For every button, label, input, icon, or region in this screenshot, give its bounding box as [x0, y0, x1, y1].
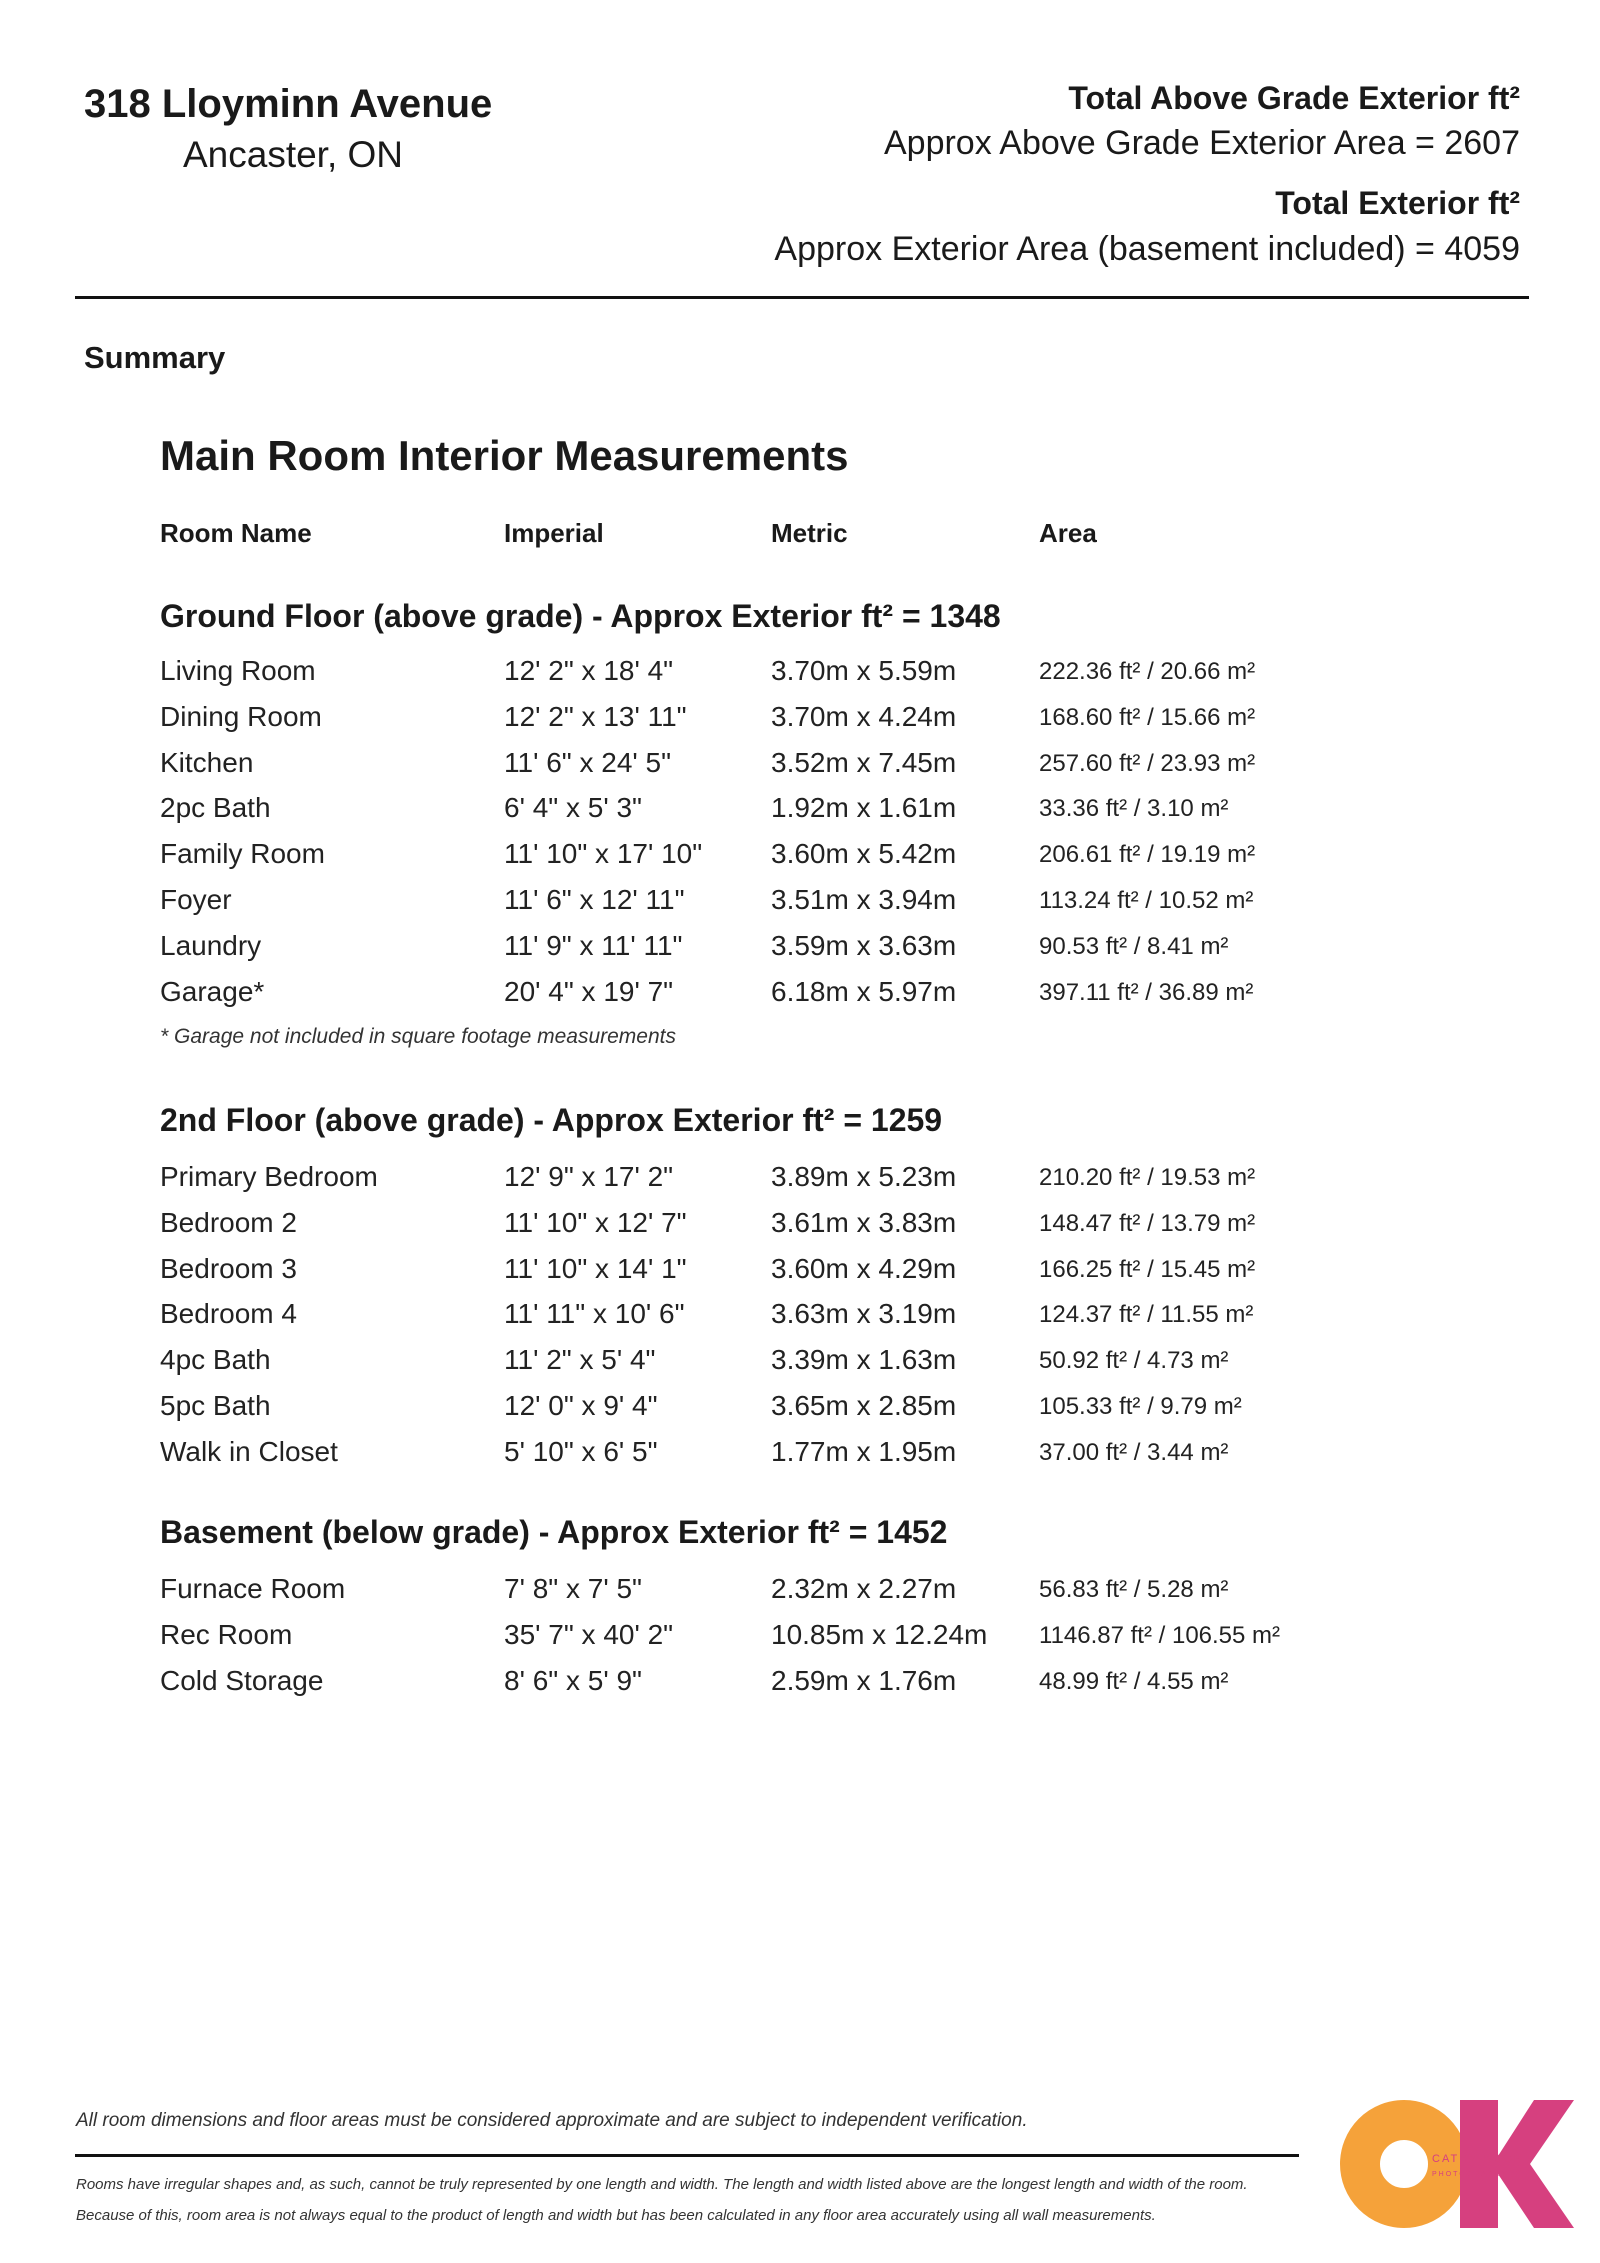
section-title-basement: Basement (below grade) - Approx Exterior ft² = 1452 [160, 1514, 948, 1550]
imperial-cell: 20' 4" x 19' 7" [504, 975, 674, 1007]
total-exterior-area: Approx Exterior Area (basement included) = 4059 [774, 230, 1520, 268]
metric-cell: 3.52m x 7.45m [771, 746, 957, 778]
metric-cell: 3.63m x 3.19m [771, 1298, 957, 1330]
room-name-cell: Bedroom 4 [160, 1298, 297, 1330]
imperial-cell: 11' 2" x 5' 4" [504, 1344, 656, 1376]
column-header-imperial: Imperial [504, 518, 604, 548]
table-row [0, 1344, 1600, 1390]
logo-tagline: PHOTOGRAPHY [1432, 2171, 1509, 2178]
imperial-cell: 8' 6" x 5' 9" [504, 1664, 642, 1696]
metric-cell: 3.59m x 3.63m [771, 929, 957, 961]
garage-note: * Garage not included in square footage measurements [160, 1025, 676, 1048]
section-title-second-floor: 2nd Floor (above grade) - Approx Exterior ft² = 1259 [160, 1102, 943, 1138]
room-name-cell: Laundry [160, 929, 262, 961]
room-name-cell: Walk in Closet [160, 1435, 338, 1467]
area-cell: 397.11 ft² / 36.89 m² [1039, 978, 1254, 1006]
above-grade-title: Total Above Grade Exterior ft² [1068, 80, 1520, 116]
area-cell: 56.83 ft² / 5.28 m² [1039, 1576, 1229, 1603]
footer-divider [75, 2154, 1299, 2157]
imperial-cell: 11' 9" x 11' 11" [504, 929, 683, 961]
metric-cell: 3.61m x 3.83m [771, 1206, 957, 1238]
column-header-area: Area [1039, 518, 1097, 548]
imperial-cell: 12' 0" x 9' 4" [504, 1390, 658, 1421]
metric-cell: 3.60m x 5.42m [771, 838, 957, 870]
table-row [0, 884, 1600, 930]
logo-name: CATHY KOOP [1432, 2153, 1524, 2165]
metric-cell: 3.70m x 4.24m [771, 700, 957, 732]
table-row [0, 1298, 1600, 1344]
metric-cell: 3.89m x 5.23m [771, 1161, 957, 1192]
imperial-cell: 5' 10" x 6' 5" [504, 1435, 658, 1467]
room-name-cell: Bedroom 2 [160, 1206, 297, 1238]
table-row [0, 1207, 1600, 1253]
area-cell: 148.47 ft² / 13.79 m² [1039, 1209, 1256, 1237]
imperial-cell: 7' 8" x 7' 5" [504, 1573, 642, 1604]
table-row [0, 1436, 1600, 1482]
room-name-cell: Primary Bedroom [160, 1161, 378, 1192]
table-row [0, 1390, 1600, 1436]
area-cell: 222.36 ft² / 20.66 m² [1039, 658, 1256, 685]
table-row [0, 747, 1600, 793]
area-cell: 37.00 ft² / 3.44 m² [1039, 1438, 1229, 1466]
area-cell: 168.60 ft² / 15.66 m² [1039, 703, 1256, 731]
imperial-cell: 12' 2" x 18' 4" [504, 655, 674, 686]
imperial-cell: 11' 6" x 24' 5" [504, 746, 672, 778]
table-row [0, 792, 1600, 838]
header-divider [75, 296, 1529, 299]
metric-cell: 3.39m x 1.63m [771, 1344, 957, 1376]
room-name-cell: 2pc Bath [160, 792, 271, 824]
page-title: Main Room Interior Measurements [160, 432, 849, 479]
table-row [0, 1619, 1600, 1665]
imperial-cell: 35' 7" x 40' 2" [504, 1618, 674, 1650]
area-cell: 113.24 ft² / 10.52 m² [1039, 887, 1254, 914]
table-row [0, 930, 1600, 976]
total-exterior-title: Total Exterior ft² [1275, 185, 1520, 221]
room-name-cell: Dining Room [160, 700, 322, 732]
footer-disclaimer: All room dimensions and floor areas must be considered approximate and are subject to independent verification. [76, 2110, 1028, 2131]
area-cell: 166.25 ft² / 15.45 m² [1039, 1255, 1256, 1283]
table-row [0, 1665, 1600, 1711]
room-name-cell: Living Room [160, 655, 316, 686]
metric-cell: 1.92m x 1.61m [771, 792, 957, 824]
metric-cell: 3.51m x 3.94m [771, 884, 957, 915]
imperial-cell: 11' 6" x 12' 11" [504, 884, 685, 915]
room-name-cell: Family Room [160, 838, 325, 870]
area-cell: 257.60 ft² / 23.93 m² [1039, 749, 1256, 777]
room-name-cell: 5pc Bath [160, 1390, 271, 1421]
table-row [0, 1253, 1600, 1299]
imperial-cell: 11' 10" x 12' 7" [504, 1206, 687, 1238]
property-city: Ancaster, ON [182, 134, 404, 175]
area-cell: 124.37 ft² / 11.55 m² [1039, 1301, 1254, 1329]
imperial-cell: 11' 10" x 14' 1" [504, 1252, 687, 1284]
room-name-cell: Furnace Room [160, 1573, 346, 1604]
room-name-cell: Garage* [160, 975, 265, 1007]
room-name-cell: Kitchen [160, 746, 254, 778]
area-cell: 206.61 ft² / 19.19 m² [1039, 841, 1256, 869]
metric-cell: 3.70m x 5.59m [771, 655, 957, 686]
area-cell: 105.33 ft² / 9.79 m² [1039, 1393, 1242, 1420]
area-cell: 1146.87 ft² / 106.55 m² [1039, 1621, 1281, 1649]
metric-cell: 10.85m x 12.24m [771, 1618, 988, 1650]
table-row [0, 655, 1600, 701]
table-row [0, 1161, 1600, 1207]
metric-cell: 2.32m x 2.27m [771, 1573, 957, 1604]
room-name-cell: 4pc Bath [160, 1344, 271, 1376]
section-title-ground-floor: Ground Floor (above grade) - Approx Exterior ft² = 1348 [160, 598, 1001, 634]
cathy-koop-logo [1338, 2098, 1574, 2230]
imperial-cell: 12' 9" x 17' 2" [504, 1161, 674, 1192]
imperial-cell: 11' 11" x 10' 6" [504, 1298, 685, 1330]
room-name-cell: Bedroom 3 [160, 1252, 297, 1284]
table-row [0, 838, 1600, 884]
metric-cell: 3.60m x 4.29m [771, 1252, 957, 1284]
column-header-room: Room Name [160, 518, 312, 548]
property-address: 318 Lloyminn Avenue [84, 82, 493, 126]
metric-cell: 1.77m x 1.95m [771, 1435, 957, 1467]
table-row [0, 701, 1600, 747]
imperial-cell: 11' 10" x 17' 10" [504, 838, 703, 870]
table-row [0, 976, 1600, 1022]
summary-label: Summary [84, 340, 226, 375]
imperial-cell: 12' 2" x 13' 11" [504, 700, 687, 732]
column-header-metric: Metric [771, 518, 848, 548]
metric-cell: 3.65m x 2.85m [771, 1390, 957, 1421]
room-name-cell: Rec Room [160, 1618, 293, 1650]
footer-note-line-2: Because of this, room area is not always equal to the product of length and width but has been calculated in any floor area accurately using all wall measurements. [76, 2207, 1156, 2224]
room-name-cell: Foyer [160, 884, 232, 915]
area-cell: 33.36 ft² / 3.10 m² [1039, 795, 1229, 823]
imperial-cell: 6' 4" x 5' 3" [504, 792, 642, 824]
above-grade-area: Approx Above Grade Exterior Area = 2607 [883, 124, 1520, 162]
room-name-cell: Cold Storage [160, 1664, 324, 1696]
metric-cell: 6.18m x 5.97m [771, 975, 957, 1007]
metric-cell: 2.59m x 1.76m [771, 1664, 957, 1696]
table-row [0, 1573, 1600, 1619]
area-cell: 90.53 ft² / 8.41 m² [1039, 932, 1229, 960]
area-cell: 50.92 ft² / 4.73 m² [1039, 1347, 1229, 1375]
area-cell: 48.99 ft² / 4.55 m² [1039, 1667, 1229, 1695]
footer-note-line-1: Rooms have irregular shapes and, as such, cannot be truly represented by one length and width. The length and width listed above are the longest length and width of the room. [76, 2176, 1248, 2193]
area-cell: 210.20 ft² / 19.53 m² [1039, 1164, 1256, 1191]
